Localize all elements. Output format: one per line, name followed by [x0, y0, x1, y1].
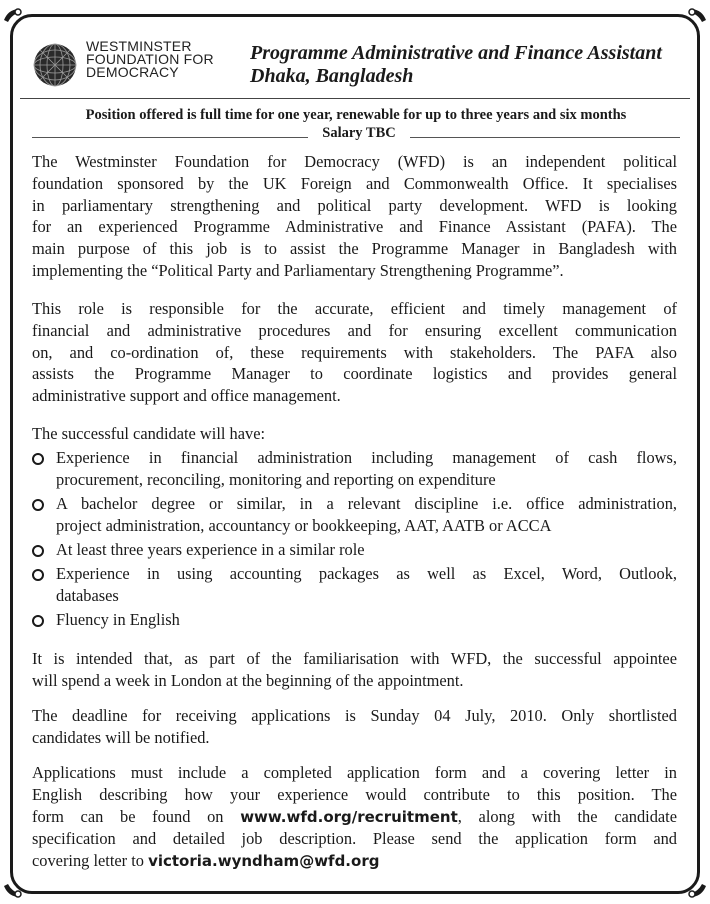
corner-ornament-top-right	[686, 6, 708, 28]
text-line: The deadline for receiving applications is Sunday 04 July, 2010. Only shortlisted	[32, 706, 677, 725]
text-line: Applications must include a completed application form and a covering letter in	[32, 763, 677, 782]
salary: Salary TBC	[322, 125, 396, 141]
job-title: Programme Administrative and Finance Assistant	[250, 42, 662, 64]
wfd-logo-wordmark	[86, 40, 214, 79]
london-paragraph	[32, 648, 677, 692]
text-line: in parliamentary strengthening and political party development. WFD is looking	[32, 195, 677, 215]
text-line	[32, 850, 677, 873]
text-line: Experience in financial administration including management of cash flows,	[56, 448, 677, 467]
bullet-circle-icon	[32, 569, 44, 581]
text-line: assists the Programme Manager to coordinate logistics and provides general	[32, 364, 677, 384]
text-line: It is intended that, as part of the familiarisation with WFD, the successful appointee	[32, 649, 677, 668]
position-offered: Position offered is full time for one year, renewable for up to three years and six months	[85, 107, 627, 123]
text-fragment: form can be found on	[32, 806, 241, 826]
bullet-circle-icon	[32, 499, 44, 511]
recruitment-link[interactable]: www.wfd.org/recruitment	[240, 807, 458, 826]
text-line: for an experienced Programme Administrative and Finance Assistant (PAFA). The	[32, 217, 677, 237]
text-line: financial and administrative procedures and for ensuring excellent communication	[32, 320, 677, 340]
text-line: administrative support and office management.	[32, 386, 341, 406]
bullet-circle-icon	[32, 545, 44, 557]
text-line: foundation sponsored by the UK Foreign and Commonwealth Office. It specialises	[32, 173, 677, 193]
email-link[interactable]: victoria.wyndham@wfd.org	[148, 852, 380, 871]
list-item	[32, 539, 677, 561]
text-line: English describing how your experience would contribute to this position. The	[32, 784, 677, 804]
text-line	[32, 806, 677, 829]
logo-line: DEMOCRACY	[86, 64, 179, 80]
list-item	[32, 563, 677, 607]
deadline-paragraph	[32, 705, 677, 749]
text-line: This role is responsible for the accurate, efficient and timely management of	[32, 299, 677, 318]
bullet-circle-icon	[32, 615, 44, 627]
job-title-block	[250, 42, 662, 88]
role-paragraph	[32, 298, 677, 407]
corner-ornament-top-left	[2, 6, 24, 28]
text-line: on, and co-ordination of, these requirements with stakeholders. The PAFA also	[32, 342, 677, 362]
text-fragment: , along with the candidate	[457, 806, 677, 826]
text-fragment: covering letter to	[32, 851, 149, 871]
corner-ornament-bottom-right	[686, 878, 708, 900]
text-line: A bachelor degree or similar, in a relevant discipline i.e. office administration,	[56, 494, 677, 513]
text-line: At least three years experience in a similar role	[56, 540, 365, 559]
text-line: project administration, accountancy or bookkeeping, AAT, AATB or ACCA	[56, 516, 552, 535]
salary-row	[32, 125, 680, 141]
text-line: Fluency in English	[56, 610, 180, 629]
logo-line: FOUNDATION FOR	[86, 51, 214, 67]
text-line: Experience in using accounting packages as well as Excel, Word, Outlook,	[56, 564, 677, 583]
logo-line: WESTMINSTER	[86, 38, 192, 54]
text-line: candidates will be notified.	[32, 727, 210, 747]
list-item	[32, 609, 677, 631]
text-line: procurement, reconciling, monitoring and reporting on expenditure	[56, 470, 496, 489]
corner-ornament-bottom-left	[2, 878, 24, 900]
text-line: will spend a week in London at the beginning of the appointment.	[32, 670, 464, 690]
list-item	[32, 447, 677, 491]
advert-header	[32, 40, 682, 94]
job-location: Dhaka, Bangladesh	[250, 65, 414, 87]
header-divider	[20, 98, 690, 99]
wfd-globe-logo-icon	[32, 42, 78, 88]
text-line: implementing the “Political Party and Parliamentary Strengthening Programme”.	[32, 260, 564, 280]
list-item	[32, 493, 677, 537]
bullet-circle-icon	[32, 453, 44, 465]
text-line: databases	[56, 586, 119, 605]
salary-rule-right	[410, 137, 680, 138]
applications-paragraph	[32, 762, 677, 873]
text-line: main purpose of this job is to assist the Programme Manager in Bangladesh with	[32, 239, 677, 259]
intro-paragraph	[32, 151, 677, 282]
salary-rule-left	[32, 137, 308, 138]
text-line: specification and detailed job description. Please send the application form and	[32, 829, 677, 849]
text-line: The Westminster Foundation for Democracy (WFD) is an independent political	[32, 152, 677, 171]
candidate-intro: The successful candidate will have:	[32, 424, 266, 443]
requirements-list	[32, 447, 677, 633]
